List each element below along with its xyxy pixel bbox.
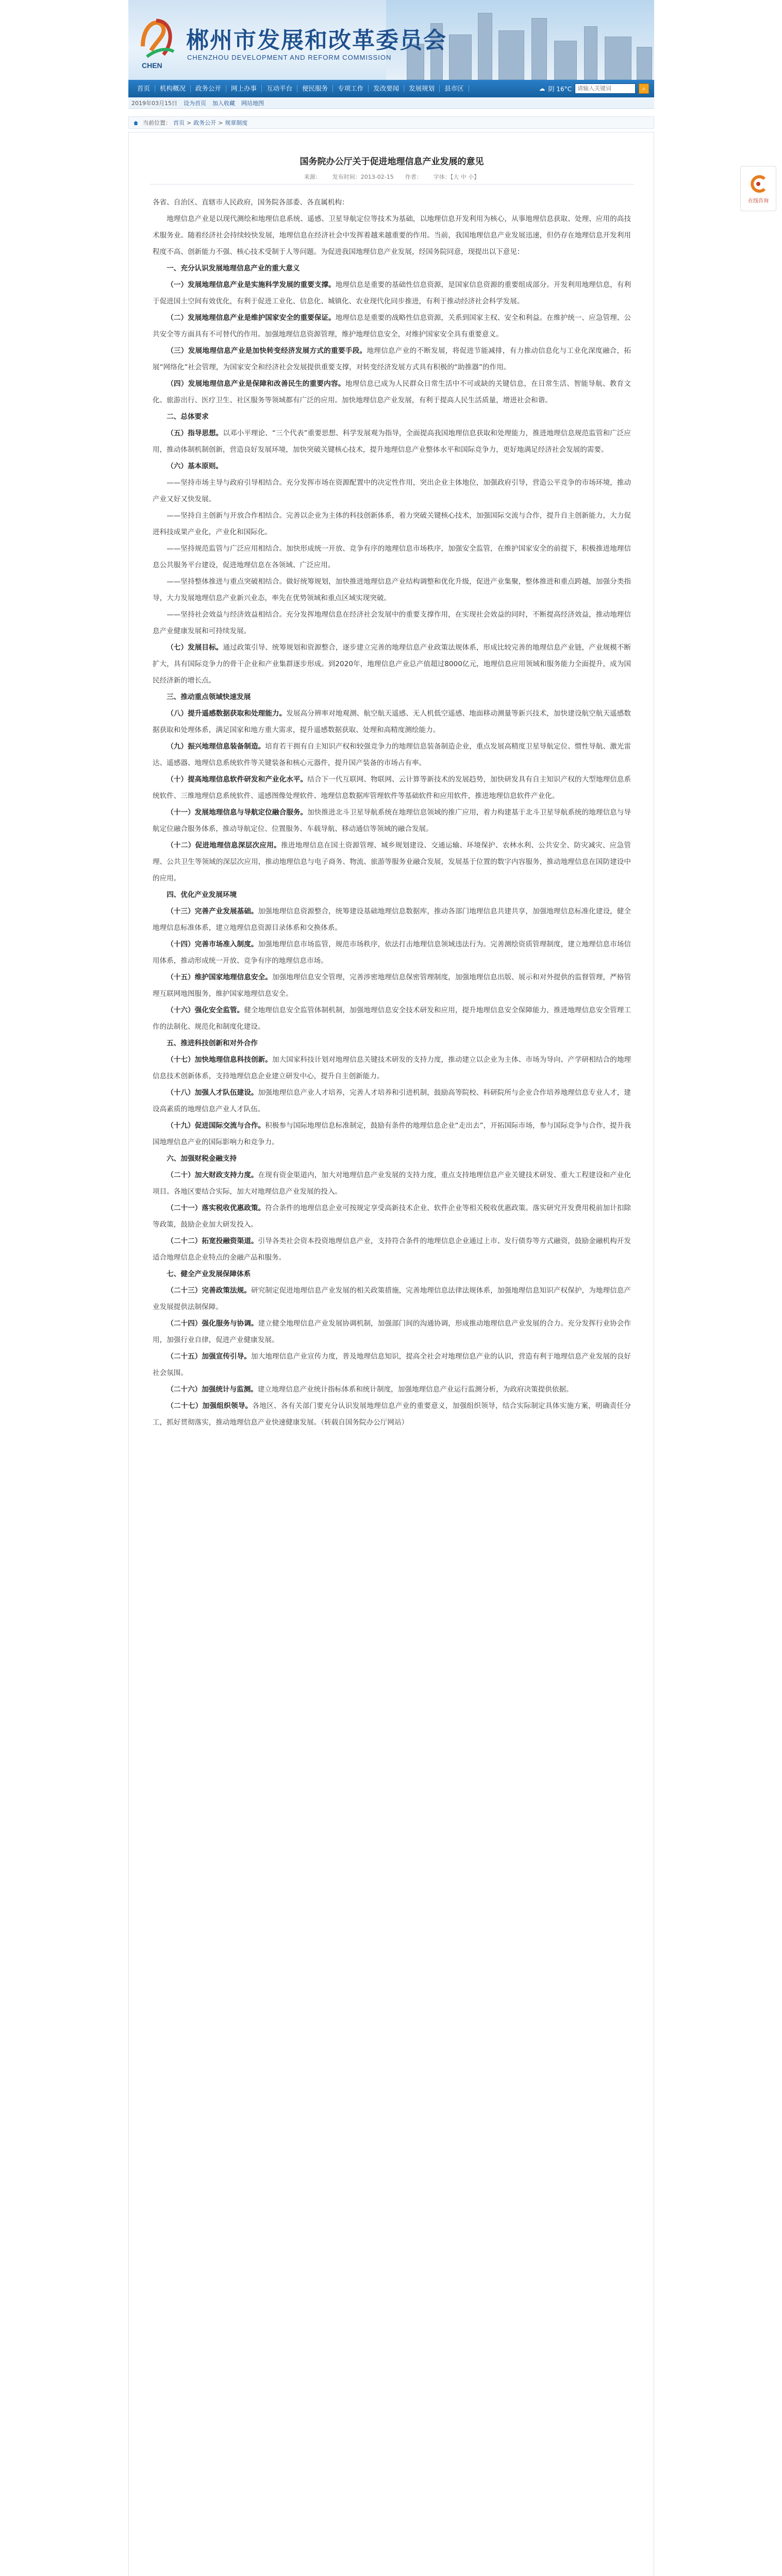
paragraph-text: 培育若干拥有自主知识产权和较强竞争力的地理信息装备制造企业，重点发展高精度卫星导航定位、惯性导航、激光雷达、遥感器、地理信息系统软件等关键装备和核心元器件，提升国产装备的市场占有率。	[153, 742, 631, 767]
site-title-en: CHENZHOU DEVELOPMENT AND REFORM COMMISSION	[187, 54, 392, 61]
header-banner	[128, 0, 654, 80]
sitemap-link[interactable]: 网站地图	[241, 99, 264, 107]
article-paragraph	[153, 573, 631, 606]
paragraph-text: 以邓小平理论、“三个代表”重要思想、科学发展观为指导，全面提高我国地理信息获取和处理能力，推进地理信息规范监管和广泛应用，推动体制机制创新，营造良好发展环境，加快突破关键核心技术，提升地理信息产业整体水平和国际竞争力，更好地满足经济社会发展的需要。	[153, 429, 631, 454]
site-title: 郴州市发展和改革委员会	[186, 27, 447, 54]
nav-item[interactable]: 县市区	[440, 85, 469, 92]
paragraph-lead: （七）发展目标。	[167, 643, 223, 652]
paragraph-lead: （二十七）加强组织领导。	[167, 1402, 253, 1410]
paragraph-lead: （二十六）加强统计与监测。	[167, 1385, 258, 1394]
paragraph-text: 四、优化产业发展环境	[167, 891, 237, 899]
article-paragraph	[153, 1084, 631, 1117]
nav-item[interactable]: 网上办事	[226, 85, 262, 92]
paragraph-text: ——坚持自主创新与开放合作相结合。完善以企业为主体的科技创新体系，着力突破关键核心技术，加强国际交流与合作，提升自主创新能力，大力促进科技成果产业化，产业化和国际化。	[153, 512, 631, 536]
current-date: 2019年03月15日	[131, 99, 177, 107]
article-panel	[128, 132, 654, 2576]
paragraph-text: ——坚持市场主导与政府引导相结合。充分发挥市场在资源配置中的决定性作用，突出企业主体地位，加强政府引导，营造公平竞争的市场环境，推动产业又好又快发展。	[153, 479, 631, 503]
search-icon[interactable]: ⌕	[639, 83, 649, 94]
paragraph-text: ——坚持规范监管与广泛应用相结合。加快形成统一开放、竞争有序的地理信息市场秩序，加强安全监管，在维护国家安全的前提下，积极推进地理信息公共服务平台建设，促进地理信息在各领域、广泛应用。	[153, 545, 631, 569]
article-paragraph	[153, 1315, 631, 1348]
section-heading	[153, 409, 631, 425]
paragraph-text: 二、总体要求	[167, 413, 209, 421]
paragraph-lead: （十八）加强人才队伍建设。	[167, 1089, 258, 1097]
article-source: 来源：	[304, 174, 321, 180]
paragraph-text: 加强地理信息资源整合，统筹建设基础地理信息数据库，推动各部门地理信息共建共享，加强地理信息标准化建设，健全地理信息标准体系，建立地理信息资源目录体系和交换体系。	[153, 907, 631, 932]
section-heading	[153, 1150, 631, 1167]
article-date: 发布时间：2013-02-15	[332, 174, 394, 180]
paragraph-text: 地理信息是重要的基础性信息资源，是国家信息资源的重要组成部分。开发利用地理信息，有利于促进国土空间有效优化，有利于促进工业化、信息化、城镇化、农业现代化同步推进，有利于推动经济社会科学发展。	[153, 281, 631, 306]
article-paragraph	[153, 211, 631, 260]
paragraph-text: 地理信息是重要的战略性信息资源，关系到国家主权、安全和利益。在维护统一、应急管理、公共安全等方面具有不可替代的作用。加强地理信息资源管理，维护地理信息安全，对维护国家安全具有重要意义。	[153, 314, 631, 338]
article-paragraph	[153, 969, 631, 1002]
nav-item[interactable]: 首页	[132, 85, 155, 92]
article-paragraph	[153, 540, 631, 573]
paragraph-text: 健全地理信息安全监管体制机制，加强地理信息安全技术研发和应用，提升地理信息安全保障能力，推进地理信息安全管理工作的法制化、规范化和制度化建设。	[153, 1006, 631, 1031]
article-paragraph	[153, 507, 631, 540]
article-paragraph	[153, 277, 631, 310]
article-paragraph	[153, 804, 631, 837]
article-body	[153, 194, 631, 1431]
paragraph-text: 地理信息产业是以现代测绘和地理信息系统、遥感、卫星导航定位等技术为基础，以地理信息开发利用为核心，从事地理信息获取、处理、应用的高技术服务业。随着经济社会持续较快发展，地理信息在经济社会中发挥着越来越重要的作用。当前，我国地理信息产业发展迅速，但仍存在地理信息开发利用程度不高、创新能力不强、核心技术受制于人等问题。为促进我国地理信息产业发展，经国务院同意，现提出以下意见：	[153, 215, 631, 256]
paragraph-lead: （十六）强化安全监管。	[167, 1006, 244, 1014]
paragraph-lead: （九）振兴地理信息装备制造。	[167, 742, 265, 751]
section-heading	[153, 689, 631, 705]
paragraph-text: 五、推进科技创新和对外合作	[167, 1039, 258, 1047]
section-heading	[153, 1266, 631, 1282]
article-paragraph	[153, 376, 631, 409]
paragraph-lead: （二十三）完善政策法规。	[167, 1286, 251, 1295]
breadcrumb: 当前位置： 首页 > 政务公开 > 规章制度	[128, 116, 654, 129]
paragraph-text: 推进地理信息在国土资源管理、城乡规划建设、交通运输、环境保护、农林水利、公共安全、防灾减灾、应急管理、公共卫生等领域的深层次应用，推动地理信息与电子商务、物流、旅游等服务业融合发展，发展基于位置的数字内容服务，推动地理信息在国防建设中的应用。	[153, 841, 631, 883]
paragraph-text: 符合条件的地理信息企业可按规定享受高新技术企业、软件企业等相关税收优惠政策。落实研究开发费用税前加计扣除等政策，鼓励企业加大研发投入。	[153, 1204, 631, 1229]
paragraph-text: 六、加强财税金融支持	[167, 1155, 237, 1163]
paragraph-text: 引导各类社会资本投资地理信息产业，支持符合条件的地理信息企业通过上市、发行债券等方式融资，鼓励金融机构开发适合地理信息企业特点的金融产品和服务。	[153, 1237, 631, 1262]
article-title: 国务院办公厅关于促进地理信息产业发展的意见	[300, 157, 484, 167]
paragraph-lead: （四）发展地理信息产业是保障和改善民生的重要内容。	[167, 380, 345, 388]
weather-search-area	[539, 83, 654, 94]
paragraph-lead: （二）发展地理信息产业是维护国家安全的重要保证。	[167, 314, 336, 322]
section-heading	[153, 260, 631, 277]
article-paragraph	[153, 1200, 631, 1233]
paragraph-text: 各地区、各有关部门要充分认识发展地理信息产业的重要意义，加强组织领导，结合实际制定具体实施方案，明确责任分工，抓好贯彻落实，推动地理信息产业快速健康发展。（转载自国务院办公厅网站）	[153, 1402, 631, 1427]
paragraph-text: 加快推进北斗卫星导航系统在地理信息领域的推广应用，着力构建基于北斗卫星导航系统的地理信息与导航定位融合服务体系，推动导航定位、位置服务、车载导航、移动通信等领域的融合发展。	[153, 808, 631, 833]
paragraph-text: 在现有资金渠道内，加大对地理信息产业发展的支持力度，重点支持地理信息产业关键技术研发、重大工程建设和产业化项目。各地区要结合实际，加大对地理信息产业发展的投入。	[153, 1171, 631, 1196]
paragraph-text: 发展高分辨率对地观测、航空航天遥感、无人机低空遥感、地面移动测量等新兴技术，加快建设航空航天遥感数据获取和处理体系，满足国家和地方重大需求，提升遥感数据获取、处理和高精度测绘能力。	[153, 709, 631, 734]
floating-widget-label: 在线咨询	[748, 198, 769, 204]
paragraph-lead: （五）指导思想。	[167, 429, 223, 437]
add-favorite-link[interactable]: 加入收藏	[212, 99, 235, 107]
breadcrumb-label: 当前位置：	[143, 120, 171, 126]
weather-icon: ☁	[539, 85, 545, 92]
site-logo-icon[interactable]	[136, 10, 179, 71]
paragraph-lead: （十一）发展地理信息与导航定位融合服务。	[167, 808, 308, 817]
nav-item[interactable]: 发展规划	[404, 85, 440, 92]
paragraph-text: 各省、自治区、直辖市人民政府，国务院各部委、各直属机构：	[153, 198, 349, 207]
paragraph-lead: （十五）维护国家地理信息安全。	[167, 973, 272, 981]
article-paragraph	[153, 903, 631, 936]
section-heading	[153, 887, 631, 903]
paragraph-lead: （六）基本原则。	[167, 462, 223, 470]
paragraph-lead: （二十）加大财政支持力度。	[167, 1171, 258, 1179]
paragraph-text: 建立地理信息产业统计指标体系和统计制度，加强地理信息产业运行监测分析，为政府决策提供依据。	[257, 1385, 573, 1394]
paragraph-text: 地理信息已成为人民群众日常生活中不可或缺的关键信息，在日常生活、智能导航、教育文化、旅游出行、医疗卫生、社区服务等领域都有广泛的应用。加快地理信息产业发展，有利于提高人民生活质量，增进社会和谐。	[153, 380, 631, 404]
article-paragraph	[153, 425, 631, 458]
paragraph-text: 加大地理信息产业宣传力度，普及地理信息知识，提高全社会对地理信息产业的认识，营造有利于地理信息产业发展的良好社会氛围。	[153, 1352, 631, 1377]
paragraph-text: 研究制定促进地理信息产业发展的相关政策措施，完善地理信息法律法规体系，加强地理信息知识产权保护，为地理信息产业发展提供法制保障。	[153, 1286, 631, 1311]
paragraph-text: 建立健全地理信息产业发展协调机制，加强部门间的沟通协调，形成推动地理信息产业发展的合力。充分发挥行业协会作用，加强行业自律，促进产业健康发展。	[153, 1319, 631, 1344]
nav-item[interactable]: 发改要闻	[369, 85, 404, 92]
article-paragraph	[153, 705, 631, 738]
paragraph-lead: （八）提升遥感数据获取和处理能力。	[167, 709, 287, 718]
paragraph-lead: （十）提高地理信息软件研发和产业化水平。	[167, 775, 308, 784]
article-paragraph	[153, 194, 631, 211]
article-paragraph	[153, 1052, 631, 1084]
search-input[interactable]	[575, 83, 636, 94]
sub-bar	[128, 97, 654, 109]
paragraph-text: 加强地理信息安全管理，完善涉密地理信息保密管理制度，加强地理信息出版、展示和对外提供的监督管理，严格管理互联网地图服务，维护国家地理信息安全。	[153, 973, 631, 998]
breadcrumb-item[interactable]: 规章制度	[225, 120, 248, 126]
paragraph-lead: （一）发展地理信息产业是实施科学发展的重要支撑。	[167, 281, 336, 289]
article-meta	[129, 173, 655, 181]
article-paragraph	[153, 474, 631, 507]
article-paragraph	[153, 310, 631, 343]
article-author: 作者：	[405, 174, 422, 180]
main-nav	[128, 80, 654, 97]
paragraph-text: ——坚持社会效益与经济效益相结合。充分发挥地理信息在经济社会发展中的重要支撑作用，在实现社会效益的同时，不断提高经济效益，推动地理信息产业健康发展和可持续发展。	[153, 611, 631, 635]
nav-item[interactable]: 政务公开	[191, 85, 226, 92]
chat-icon	[748, 174, 769, 194]
article-paragraph	[153, 738, 631, 771]
article-paragraph	[153, 1002, 631, 1035]
article-paragraph	[153, 1398, 631, 1431]
article-paragraph	[153, 343, 631, 376]
paragraph-lead: （十二）促进地理信息深层次应用。	[167, 841, 281, 850]
paragraph-text: ——坚持整体推进与重点突破相结合。做好统筹规划，加快推进地理信息产业结构调整和优化升级，促进产业集聚，整体推进和重点跨越，加强分类指导，大力发展地理信息产业新兴业态，率先在优势领域和重点区域实现突破。	[153, 578, 631, 602]
paragraph-text: 加大国家科技计划对地理信息关键技术研发的支持力度，推动建立以企业为主体、市场为导向、产学研相结合的地理信息技术创新体系，支持地理信息企业建立研发中心，提升自主创新能力。	[153, 1056, 631, 1080]
paragraph-text: 结合下一代互联网、物联网、云计算等新技术的发展趋势，加快研发具有自主知识产权的大型地理信息系统软件、三维地理信息系统软件、遥感图像处理软件、地理信息数据库管理软件等基础软件和应用软件，推进地理信息软件产业化。	[153, 775, 631, 800]
set-homepage-link[interactable]: 设为首页	[184, 99, 206, 107]
paragraph-text: 积极参与国际地理信息标准制定，鼓励有条件的地理信息企业“走出去”，开拓国际市场，参与国际竞争与合作，提升我国地理信息产业的国际影响力和竞争力。	[153, 1122, 631, 1146]
article-paragraph	[153, 1282, 631, 1315]
article-paragraph	[153, 1167, 631, 1200]
weather-text: 阴 16°C	[548, 85, 572, 93]
nav-item[interactable]: 互动平台	[262, 85, 297, 92]
paragraph-lead: （二十一）落实税收优惠政策。	[167, 1204, 265, 1212]
article-paragraph	[153, 936, 631, 969]
nav-item[interactable]: 便民服务	[297, 85, 333, 92]
nav-item[interactable]: 专项工作	[333, 85, 369, 92]
paragraph-text: 地理信息产业的不断发展，将促进节能减排，有力推动信息化与工业化深度融合，拓展“网络化”社会管理，为国家安全和经济社会发展提供重要支撑，对转变经济发展方式具有积极的“助推器”的作用。	[153, 347, 631, 371]
logo-text: CHEN	[142, 61, 162, 70]
article-paragraph	[153, 837, 631, 887]
paragraph-lead: （十九）促进国际交流与合作。	[167, 1122, 265, 1130]
paragraph-lead: （三）发展地理信息产业是加快转变经济发展方式的重要手段。	[167, 347, 367, 355]
paragraph-lead: （十三）完善产业发展基础。	[167, 907, 258, 916]
paragraph-lead: （十七）加快地理信息科技创新。	[167, 1056, 272, 1064]
paragraph-text: 一、充分认识发展地理信息产业的重大意义	[167, 264, 300, 273]
font-size-switch[interactable]: 字体：【大 中 小】	[433, 174, 480, 180]
article-paragraph	[153, 639, 631, 689]
paragraph-text: 加强地理信息产业人才培养，完善人才培养和引进机制，鼓励高等院校、科研院所与企业合作培养地理信息专业人才，建设高素质的地理信息产业人才队伍。	[153, 1089, 631, 1113]
paragraph-lead: （二十五）加强宣传引导。	[167, 1352, 251, 1361]
paragraph-text: 七、健全产业发展保障体系	[167, 1270, 251, 1278]
article-paragraph	[153, 606, 631, 639]
section-heading	[153, 1035, 631, 1052]
paragraph-text: 三、推动重点领域快速发展	[167, 693, 251, 701]
nav-item[interactable]: 机构概况	[155, 85, 191, 92]
paragraph-lead: （二十四）强化服务与协调。	[167, 1319, 258, 1328]
breadcrumb-item[interactable]: 政务公开	[193, 120, 217, 126]
breadcrumb-item[interactable]: 首页	[173, 120, 185, 126]
article-paragraph	[153, 1348, 631, 1381]
paragraph-lead: （十四）完善市场准入制度。	[167, 940, 258, 948]
article-paragraph	[153, 1233, 631, 1266]
article-paragraph	[153, 771, 631, 804]
paragraph-lead: （二十二）拓宽投融资渠道。	[167, 1237, 258, 1245]
paragraph-text: 通过政策引导、统筹规划和资源整合，逐步建立完善的地理信息产业政策法规体系，形成比较完善的地理信息产业链，产业规模不断扩大，具有国际竞争力的骨干企业和产业集群逐步形成。到2020年，地理信息产业总产值超过8000亿元，地理信息应用领域和服务能力全面提升，成为国民经济新的增长点。	[153, 643, 631, 685]
paragraph-text: 加强地理信息市场监管，规范市场秩序，依法打击地理信息领域违法行为。完善测绘资质管理制度，建立地理信息市场信用体系，推动形成统一开放、竞争有序的地理信息市场。	[153, 940, 631, 965]
article-paragraph	[153, 1381, 631, 1398]
home-icon	[133, 120, 139, 126]
article-paragraph	[153, 458, 631, 474]
floating-widget[interactable]	[740, 166, 776, 211]
article-paragraph	[153, 1117, 631, 1150]
